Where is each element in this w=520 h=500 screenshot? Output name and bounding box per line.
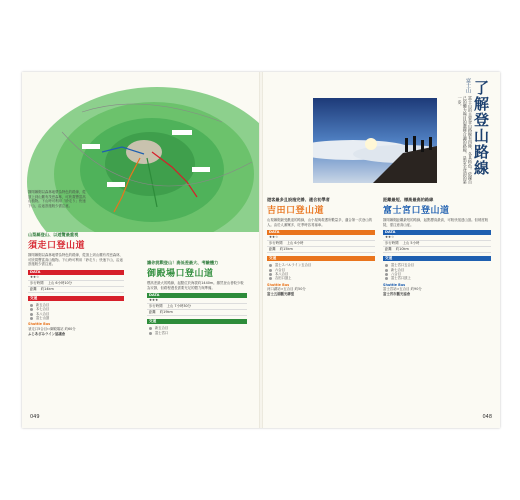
route1-info: ふじあざみライン協議會 [28,331,66,336]
route2-steps [147,326,247,335]
route1-access-bar: 交通 [28,296,124,301]
route4-steps [383,263,491,281]
route1-walk: 步行時間 上山 6小時10分 [28,281,124,287]
route2-subtitle: 讓你挑戰登山！高低差最大、考驗體力 [147,260,219,265]
page-title: 了解登山路線 [472,80,490,176]
route3-bus-text: 河口湖站⇔五合目 約50分 [267,287,306,292]
route2-data-bar: DATA [147,293,247,298]
intro-text: 富士山的主要登山路線有四條，各具特色。依據自己的體力與目的選擇合適的路線，是安全登頂的第一步。 [457,96,473,184]
route4-step: 新七合目 [383,268,491,272]
route4-distance: 距離 約10km [383,247,491,253]
route2-distance: 距離 約19km [147,310,247,316]
route1-desc-2: 靜岡縣側以森林地帶為特色的路線，從頂上到山麓有茂密森林，可欣賞豐富高山植物。下山時可利用「砂走り」快速下山，沿途設施較少需注意。 [28,253,123,267]
route3-access-bar: 交通 [267,256,375,261]
route3-step: 本八合目 [267,272,375,276]
route1-difficulty: ★★☆ [28,275,124,281]
route2-difficulty: ★★★ [147,298,247,304]
route3-step: 富士スバルライン五合目 [267,263,375,267]
route3-subtitle: 遊客最多且設施完善、適合初學者 [267,197,330,202]
route2-step: 富士宮口 [147,331,247,335]
route4-data-bar: DATA [383,230,491,235]
route2-section [147,260,247,335]
route3-title: 吉田口登山道 [267,206,325,216]
route1-bus-label: Shuttle Bus [28,322,51,327]
summit-photo [313,98,437,183]
route1-desc: 靜岡縣側以森林地帶為特色的路線，從頂上到山麓有茂密森林，可欣賞豐富高山植物。下山時可利用「砂走り」快速下山，沿途設施較少需注意。 [28,190,86,208]
route1-step: 本八合目 [28,312,124,316]
route1-data-bar: DATA [28,270,124,275]
route2-desc: 標高差最大的路線，起點位於海拔約1440m。雖然登山者較少較為安靜，但路程漫長需要充足的體力與準備。 [147,281,244,290]
route4-subtitle: 距離最短、標高最高的路線 [383,197,434,202]
route3-steps [267,263,375,281]
route1-step: 新五合目 [28,303,124,307]
route4-access-bar: 交通 [383,256,491,261]
route1-section [28,232,124,336]
route1-subtitle: 山梨縣登山、以遊覽最重視 [28,232,79,237]
left-page-number: 049 [30,414,40,420]
route3-distance: 距離 約15km [267,247,375,253]
right-page [261,72,500,428]
book-spread [22,72,500,428]
route3-desc: 山梨縣側最受歡迎的路線，山小屋與救護所數量多，適合第一次登山的人。由於人潮眾多，旺季時容易塞車。 [267,218,373,227]
route4-difficulty: ★★☆ [383,235,491,241]
route4-step: 富士宮口頂上 [383,276,491,280]
right-page-number: 048 [482,414,492,420]
route1-steps [28,303,124,321]
route4-bus-label: Shuttle Bus [383,282,406,287]
route3-difficulty: ★★☆ [267,235,375,241]
route2-step: 新五合目 [147,326,247,330]
route2-title: 御殿場口登山道 [147,269,214,279]
route4-info: 富士宮市觀光協會 [383,292,411,296]
route4-bus-text: 富士宮站⇔五合目 約90分 [383,287,422,292]
route4-step: 富士宮口五合目 [383,263,491,267]
route4-walk: 步行時間 上山 5小時 [383,241,491,247]
route1-step: 富士山頂 [28,316,124,320]
route4-title: 富士宮口登山道 [383,206,450,216]
route3-step: 六合目 [267,268,375,272]
route1-step: 本七合目 [28,307,124,311]
route3-walk: 步行時間 上山 6小時 [267,241,375,247]
route3-section [267,197,375,297]
route1-distance: 距離 約14km [28,287,124,293]
route3-info: 富士五湖觀光聯盟 [267,292,295,296]
route1-title: 須走口登山道 [28,241,86,251]
route3-step: 吉田口頂上 [267,276,375,280]
route4-section [383,197,491,297]
left-page [22,72,261,428]
route2-walk: 步行時間 上山 7小時30分 [147,304,247,310]
route4-desc: 靜岡縣側距離最短的路線，起點標高最高，可較快抵達山頂。但坡度較陡，需注意高山症。 [383,218,489,227]
route4-step: 八合目 [383,272,491,276]
route3-bus-label: Shuttle Bus [267,282,290,287]
section-label: 富士山 [465,78,471,93]
route1-desc-block [28,190,88,208]
route2-access-bar: 交通 [147,319,247,324]
route3-data-bar: DATA [267,230,375,235]
route1-bus-text: 須走口5合目⇔御殿場站 約60分 [28,327,76,331]
